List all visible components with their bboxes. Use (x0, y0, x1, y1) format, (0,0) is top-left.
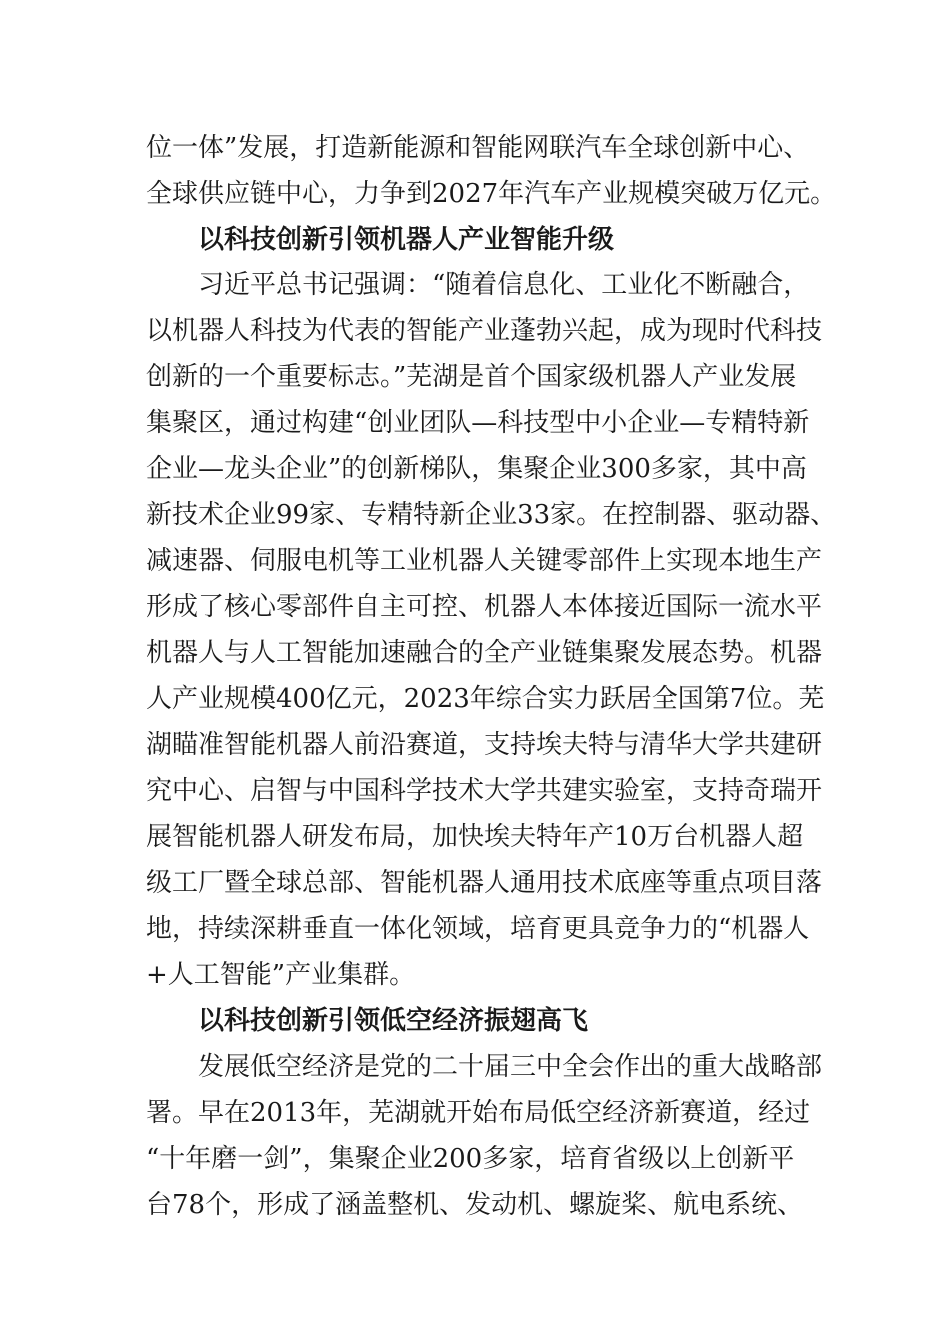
paragraph-line: 署。早在2013年，芜湖就开始布局低空经济新赛道，经过 (146, 1098, 811, 1128)
paragraph-line: “十年磨一剑”，集聚企业200多家，培育省级以上创新平 (146, 1144, 795, 1174)
paragraph-line: 地，持续深耕垂直一体化领域，培育更具竞争力的“机器人 (146, 914, 810, 944)
paragraph-line: 位一体”发展，打造新能源和智能网联汽车全球创新中心、 (146, 133, 810, 163)
paragraph-line: 新技术企业99家、专精特新企业33家。在控制器、驱动器、 (146, 500, 837, 530)
paragraph-line: 创新的一个重要标志。”芜湖是首个国家级机器人产业发展 (146, 362, 797, 392)
paragraph-line: 发展低空经济是党的二十届三中全会作出的重大战略部 (198, 1052, 823, 1082)
paragraph-line: 展智能机器人研发布局，加快埃夫特年产10万台机器人超 (146, 822, 804, 852)
paragraph-line: +人工智能”产业集群。 (146, 960, 416, 990)
paragraph-line: 减速器、伺服电机等工业机器人关键零部件上实现本地生产 (146, 546, 823, 576)
paragraph-line: 以机器人科技为代表的智能产业蓬勃兴起，成为现时代科技 (146, 316, 823, 346)
paragraph-line: 企业—龙头企业”的创新梯队，集聚企业300多家，其中高 (146, 454, 807, 484)
paragraph-line: 究中心、启智与中国科学技术大学共建实验室，支持奇瑞开 (146, 776, 823, 806)
paragraph-line: 习近平总书记强调：“随着信息化、工业化不断融合， (198, 270, 810, 300)
paragraph-line: 形成了核心零部件自主可控、机器人本体接近国际一流水平 (146, 592, 823, 622)
paragraph-line: 人产业规模400亿元，2023年综合实力跃居全国第7位。芜 (146, 684, 825, 714)
paragraph-line: 机器人与人工智能加速融合的全产业链集聚发展态势。机器 (146, 638, 823, 668)
paragraph-line: 级工厂暨全球总部、智能机器人通用技术底座等重点项目落 (146, 868, 823, 898)
paragraph-line: 全球供应链中心，力争到2027年汽车产业规模突破万亿元。 (146, 179, 837, 209)
paragraph-line: 湖瞄准智能机器人前沿赛道，支持埃夫特与清华大学共建研 (146, 730, 823, 760)
section-heading: 以科技创新引领低空经济振翅高飞 (198, 1006, 589, 1036)
section-heading: 以科技创新引领机器人产业智能升级 (198, 225, 615, 255)
paragraph-line: 台78个，形成了涵盖整机、发动机、螺旋桨、航电系统、 (146, 1190, 804, 1220)
paragraph-line: 集聚区，通过构建“创业团队—科技型中小企业—专精特新 (146, 408, 810, 438)
